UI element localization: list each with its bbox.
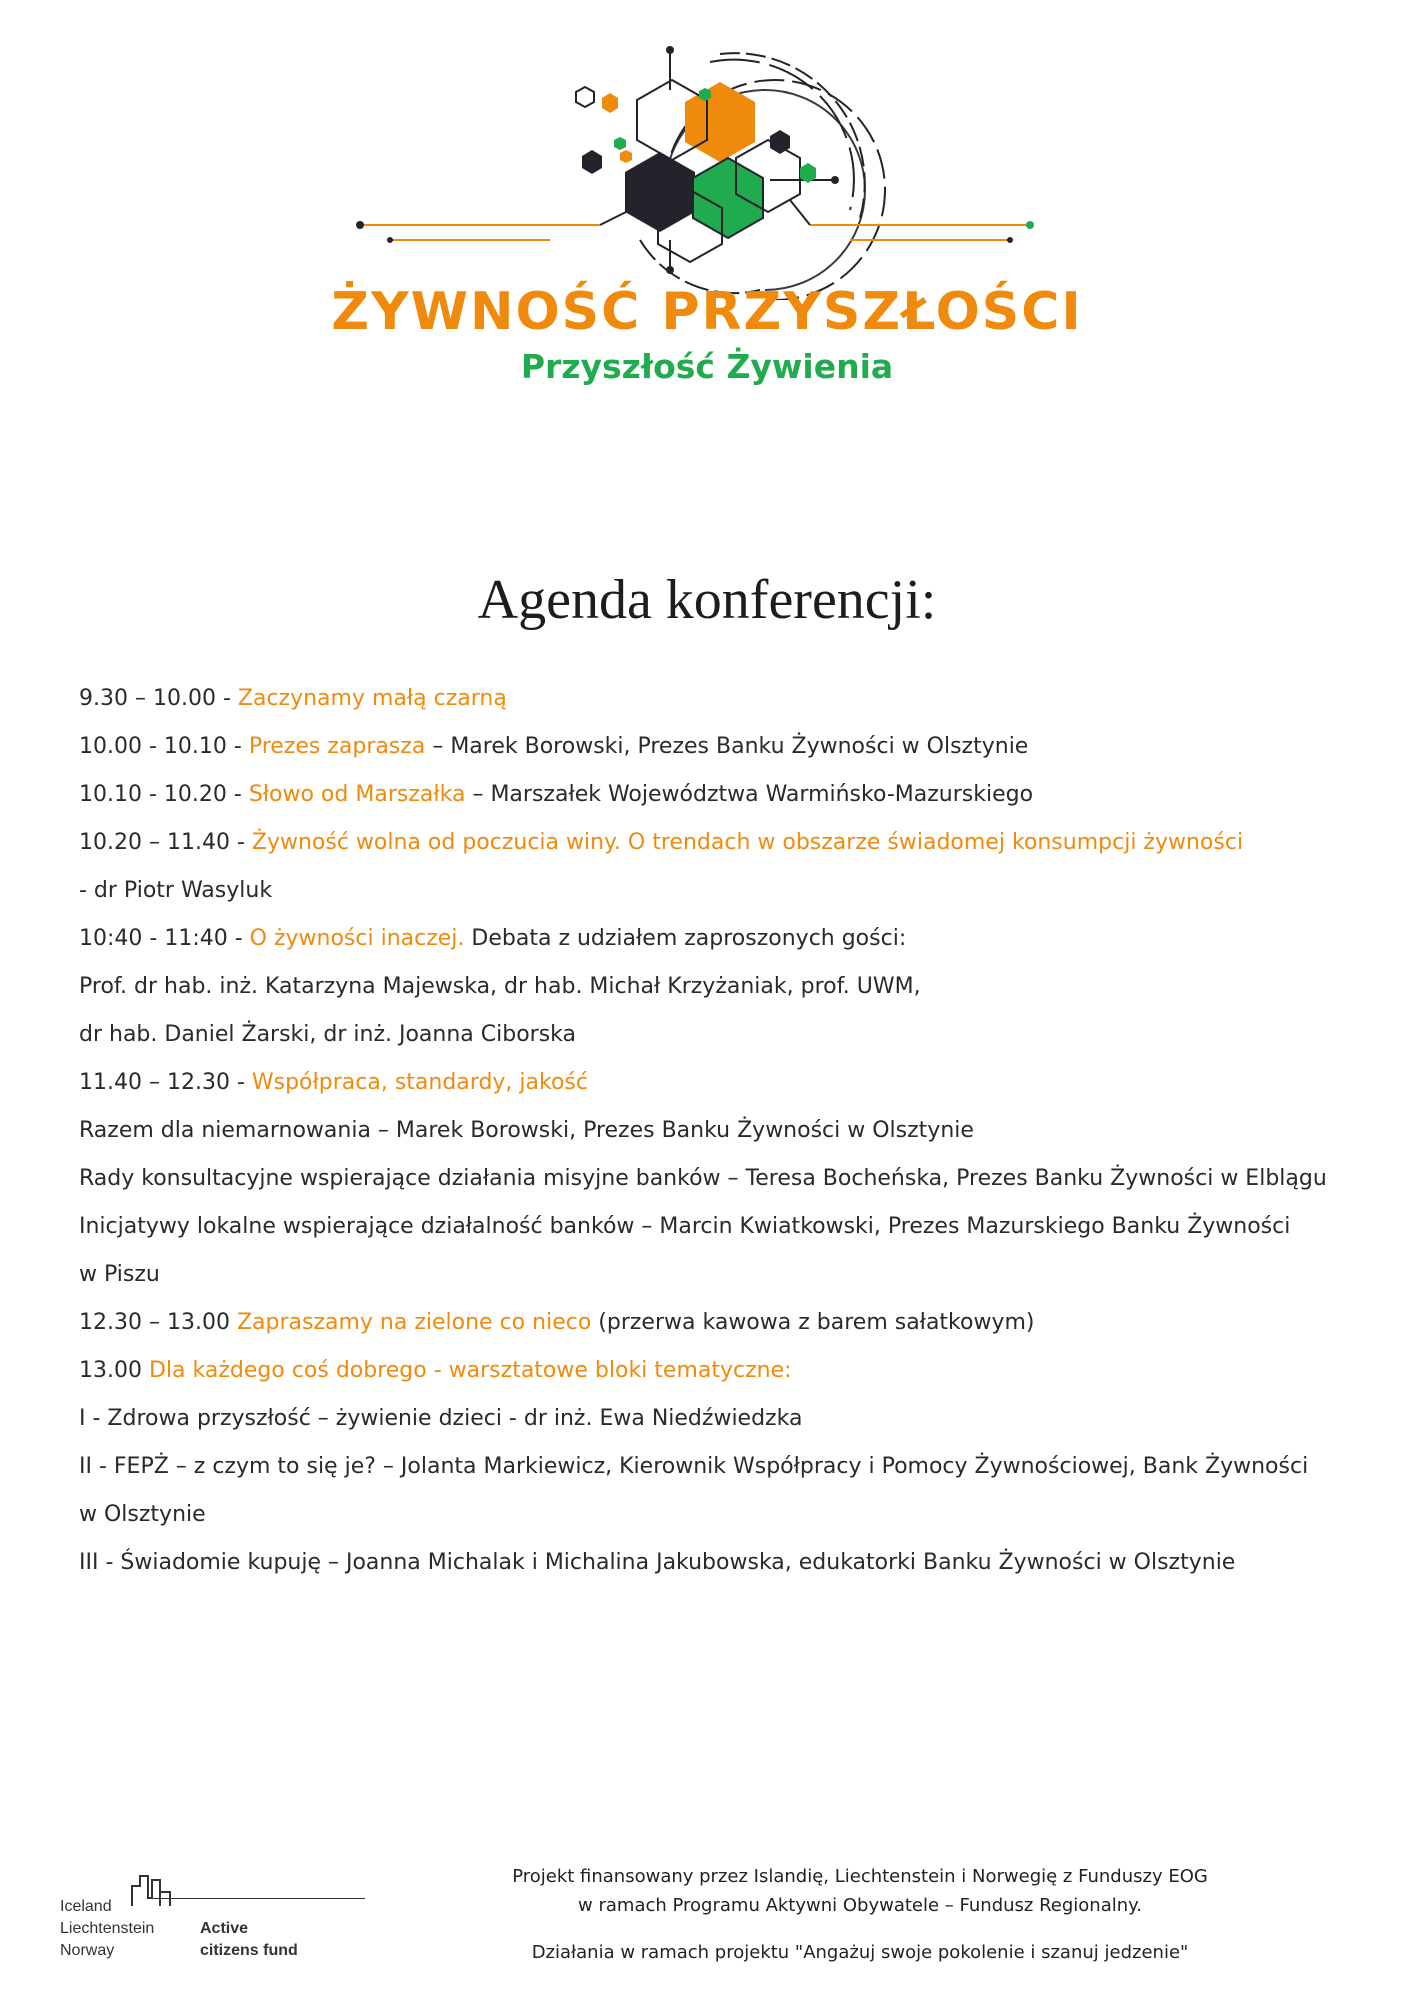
- agenda-line: [79, 1395, 1399, 1443]
- agenda-line: [79, 1203, 1399, 1251]
- agenda-list: [79, 675, 1399, 1587]
- agenda-line-plain: dr hab. Daniel Żarski, dr inż. Joanna Ciborska: [79, 1022, 577, 1047]
- agenda-line-plain: 10:40 - 11:40 -: [79, 926, 250, 951]
- agenda-line-highlight: Współpraca, standardy, jakość: [251, 1070, 588, 1095]
- agenda-line: [79, 1107, 1399, 1155]
- agenda-line-highlight: Zapraszamy na zielone co nieco: [236, 1310, 592, 1335]
- agenda-line: [79, 1155, 1399, 1203]
- agenda-line-rest: Debata z udziałem zaproszonych gości:: [464, 926, 907, 951]
- agenda-line: [79, 675, 1399, 723]
- hexagon-circuit-icon: [330, 40, 1090, 300]
- agenda-line-plain: Razem dla niemarnowania – Marek Borowski, Prezes Banku Żywności w Olsztynie: [79, 1118, 974, 1143]
- agenda-line-rest: (przerwa kawowa z barem sałatkowym): [591, 1310, 1035, 1335]
- active-citizens-fund-logo: [60, 1868, 320, 1960]
- agenda-line-plain: Prof. dr hab. inż. Katarzyna Majewska, dr hab. Michał Krzyżaniak, prof. UWM,: [79, 974, 921, 999]
- agenda-line-rest: – Marek Borowski, Prezes Banku Żywności w Olsztynie: [425, 734, 1029, 759]
- agenda-line: [79, 1347, 1399, 1395]
- agenda-line-plain: 13.00: [79, 1358, 149, 1383]
- agenda-line-plain: II - FEPŻ – z czym to się je? – Jolanta Markiewicz, Kierownik Współpracy i Pomocy Żywnościowej, Bank Żywności: [79, 1454, 1309, 1479]
- agenda-line-plain: Inicjatywy lokalne wspierające działalność banków – Marcin Kwiatkowski, Prezes Mazurskiego Banku Żywności: [79, 1214, 1291, 1239]
- buildings-icon: [130, 1868, 190, 1908]
- agenda-line-plain: w Olsztynie: [79, 1502, 206, 1527]
- agenda-line-plain: 9.30 – 10.00 -: [79, 686, 238, 711]
- agenda-line: [79, 1011, 1399, 1059]
- agenda-line-plain: I - Zdrowa przyszłość – żywienie dzieci - dr inż. Ewa Niedźwiedzka: [79, 1406, 803, 1431]
- country-liechtenstein: Liechtenstein: [60, 1920, 155, 1937]
- agenda-line-plain: III - Świadomie kupuję – Joanna Michalak i Michalina Jakubowska, edukatorki Banku Żywności w Olsztynie: [79, 1550, 1236, 1575]
- agenda-line: [79, 867, 1399, 915]
- agenda-line-rest: – Marszałek Województwa Warmińsko-Mazurskiego: [465, 782, 1034, 807]
- agenda-line-plain: 10.00 - 10.10 -: [79, 734, 249, 759]
- agenda-line-plain: 11.40 – 12.30 -: [79, 1070, 252, 1095]
- agenda-line: [79, 819, 1399, 867]
- agenda-line: [79, 1251, 1399, 1299]
- fund-name-line2: citizens fund: [200, 1942, 298, 1959]
- agenda-line: [79, 1443, 1399, 1491]
- country-iceland: Iceland: [60, 1898, 112, 1915]
- agenda-line-highlight: Dla każdego coś dobrego - warsztatowe bloki tematyczne:: [148, 1358, 792, 1383]
- agenda-line: [79, 1299, 1399, 1347]
- project-note: Działania w ramach projektu "Angażuj swoje pokolenie i szanuj jedzenie": [531, 1942, 1189, 1963]
- agenda-line-plain: 10.20 – 11.40 -: [79, 830, 252, 855]
- fund-name-line1: Active: [200, 1920, 249, 1937]
- agenda-line: [79, 963, 1399, 1011]
- agenda-line: [79, 1539, 1399, 1587]
- funding-line-1: Projekt finansowany przez Islandię, Liechtenstein i Norwegię z Funduszy EOG: [512, 1866, 1208, 1887]
- agenda-line-plain: - dr Piotr Wasyluk: [79, 878, 273, 903]
- footer-funding-text: [440, 1862, 1280, 1967]
- logo-subtitle: Przyszłość Żywienia: [520, 347, 894, 386]
- agenda-line: [79, 1059, 1399, 1107]
- agenda-line-highlight: Prezes zaprasza: [248, 734, 426, 759]
- agenda-line: [79, 771, 1399, 819]
- agenda-line-highlight: Zaczynamy małą czarną: [237, 686, 507, 711]
- agenda-line-plain: 12.30 – 13.00: [79, 1310, 237, 1335]
- agenda-line-highlight: Słowo od Marszałka: [248, 782, 466, 807]
- agenda-line-highlight: O żywności inaczej.: [249, 926, 465, 951]
- agenda-heading: Agenda konferencji:: [477, 569, 937, 631]
- agenda-line-plain: Rady konsultacyjne wspierające działania misyjne banków – Teresa Bocheńska, Prezes Banku Żywności w Elblągu: [79, 1166, 1327, 1191]
- agenda-line: [79, 723, 1399, 771]
- agenda-line-plain: 10.10 - 10.20 -: [79, 782, 249, 807]
- agenda-line-highlight: Żywność wolna od poczucia winy. O trendach w obszarze świadomej konsumpcji żywności: [251, 830, 1244, 855]
- agenda-line: [79, 915, 1399, 963]
- country-norway: Norway: [60, 1942, 115, 1959]
- agenda-line: [79, 1491, 1399, 1539]
- logo-title: ŻYWNOŚĆ PRZYSZŁOŚCI: [331, 282, 1083, 342]
- agenda-line-plain: w Piszu: [79, 1262, 160, 1287]
- funding-line-2: w ramach Programu Aktywni Obywatele – Fundusz Regionalny.: [578, 1895, 1142, 1916]
